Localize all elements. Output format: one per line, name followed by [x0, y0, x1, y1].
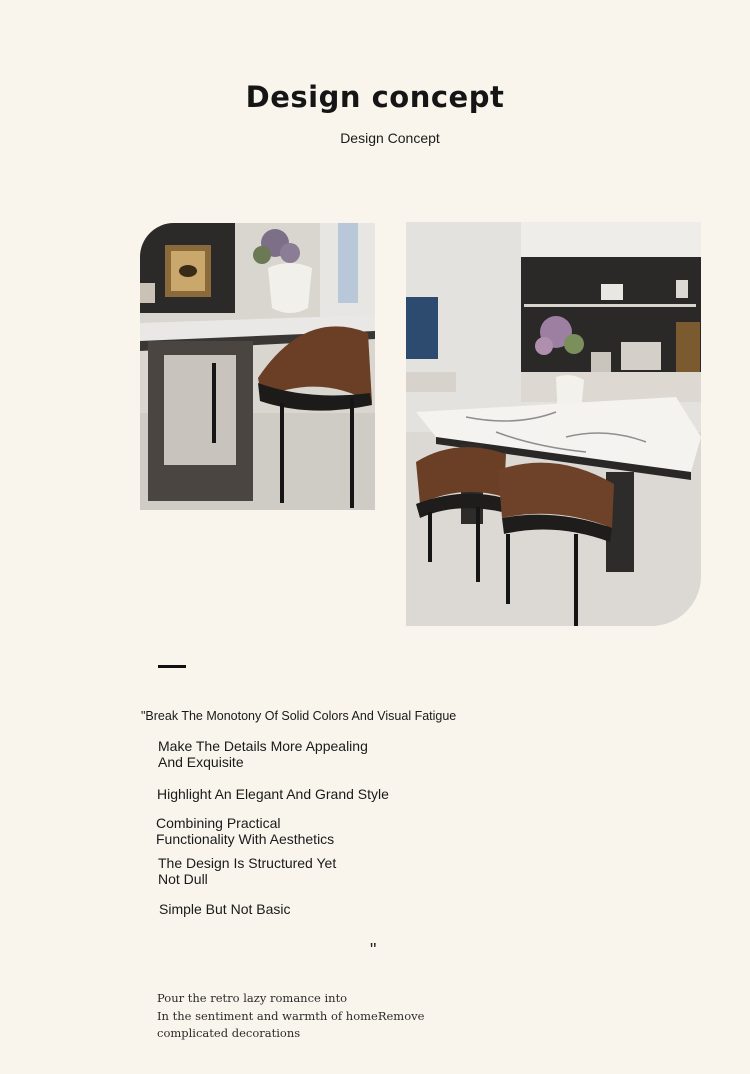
- page-title: Design concept: [245, 80, 505, 114]
- dining-table-closeup-photo: [140, 223, 375, 510]
- quote-item: Make The Details More Appealing And Exquisite: [158, 738, 368, 770]
- quote-item: Combining Practical Functionality With Aesthetics: [156, 815, 335, 847]
- quote-item: The Design Is Structured Yet Not Dull: [158, 855, 337, 887]
- description-paragraph: Pour the retro lazy romance into In the sentiment and warmth of homeRemove complicated decorations: [157, 991, 425, 1040]
- dining-room-overview-photo: [406, 222, 701, 626]
- page-subtitle: Design Concept: [340, 130, 440, 146]
- quote-item: Simple But Not Basic: [159, 901, 291, 917]
- quote-item: Highlight An Elegant And Grand Style: [157, 786, 389, 802]
- divider-dash: [158, 665, 186, 668]
- closing-quote-mark: ": [370, 940, 377, 960]
- quote-opening-line: "Break The Monotony Of Solid Colors And Visual Fatigue: [141, 709, 457, 723]
